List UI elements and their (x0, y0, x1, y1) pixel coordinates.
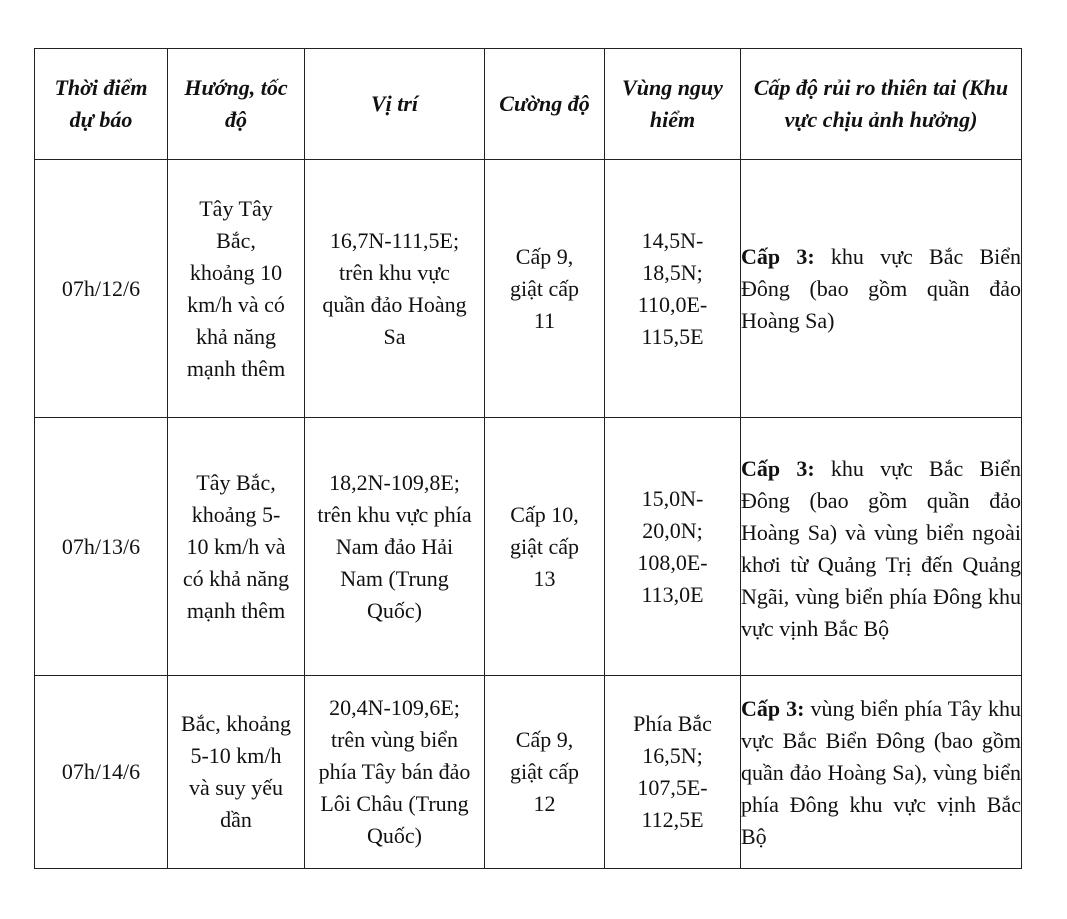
risk-area: khu vực Bắc Biển Đông (bao gồm quần đảo Hoàng Sa) (741, 243, 1021, 333)
cell-intensity: Cấp 9, giật cấp 11 (485, 160, 605, 418)
cell-time: 07h/14/6 (35, 676, 168, 869)
cell-direction: Tây Bắc, khoảng 5-10 km/h và có khả năng mạnh thêm (168, 418, 305, 676)
cell-time: 07h/13/6 (35, 418, 168, 676)
cell-intensity: Cấp 9, giật cấp 12 (485, 676, 605, 869)
cell-direction: Tây Tây Bắc, khoảng 10 km/h và có khả năng mạnh thêm (168, 160, 305, 418)
cell-direction: Bắc, khoảng 5-10 km/h và suy yếu dần (168, 676, 305, 869)
cell-position: 18,2N-109,8E; trên khu vực phía Nam đảo Hải Nam (Trung Quốc) (305, 418, 485, 676)
header-position: Vị trí (305, 49, 485, 160)
header-direction: Hướng, tốc độ (168, 49, 305, 160)
risk-area: khu vực Bắc Biển Đông (bao gồm quần đảo Hoàng Sa) và vùng biển ngoài khơi từ Quảng Trị đến Quảng Ngãi, vùng biển phía Đông khu vực vịnh Bắc Bộ (741, 455, 1021, 641)
table-row (35, 418, 1022, 676)
header-risk: Cấp độ rủi ro thiên tai (Khu vực chịu ảnh hưởng) (741, 49, 1022, 160)
table-row (35, 160, 1022, 418)
header-time: Thời điểm dự báo (35, 49, 168, 160)
cell-danger-zone: 15,0N-20,0N; 108,0E-113,0E (605, 418, 741, 676)
forecast-table (34, 48, 1022, 869)
cell-time: 07h/12/6 (35, 160, 168, 418)
risk-level: Cấp 3: (741, 243, 815, 269)
header-danger-zone: Vùng nguy hiểm (605, 49, 741, 160)
risk-level: Cấp 3: (741, 455, 815, 481)
table-row (35, 676, 1022, 869)
cell-position: 16,7N-111,5E; trên khu vực quần đảo Hoàng Sa (305, 160, 485, 418)
risk-area: vùng biển phía Tây khu vực Bắc Biển Đông (bao gồm quần đảo Hoàng Sa), vùng biển phía Đông khu vực vịnh Bắc Bộ (741, 696, 1022, 849)
cell-risk (741, 418, 1022, 676)
cell-risk (741, 676, 1022, 869)
cell-position: 20,4N-109,6E; trên vùng biển phía Tây bán đảo Lôi Châu (Trung Quốc) (305, 676, 485, 869)
cell-intensity: Cấp 10, giật cấp 13 (485, 418, 605, 676)
cell-risk (741, 160, 1022, 418)
header-intensity: Cường độ (485, 49, 605, 160)
header-row (35, 49, 1022, 160)
cell-danger-zone: Phía Bắc 16,5N; 107,5E-112,5E (605, 676, 741, 869)
cell-danger-zone: 14,5N-18,5N; 110,0E-115,5E (605, 160, 741, 418)
risk-level: Cấp 3: (741, 696, 805, 721)
